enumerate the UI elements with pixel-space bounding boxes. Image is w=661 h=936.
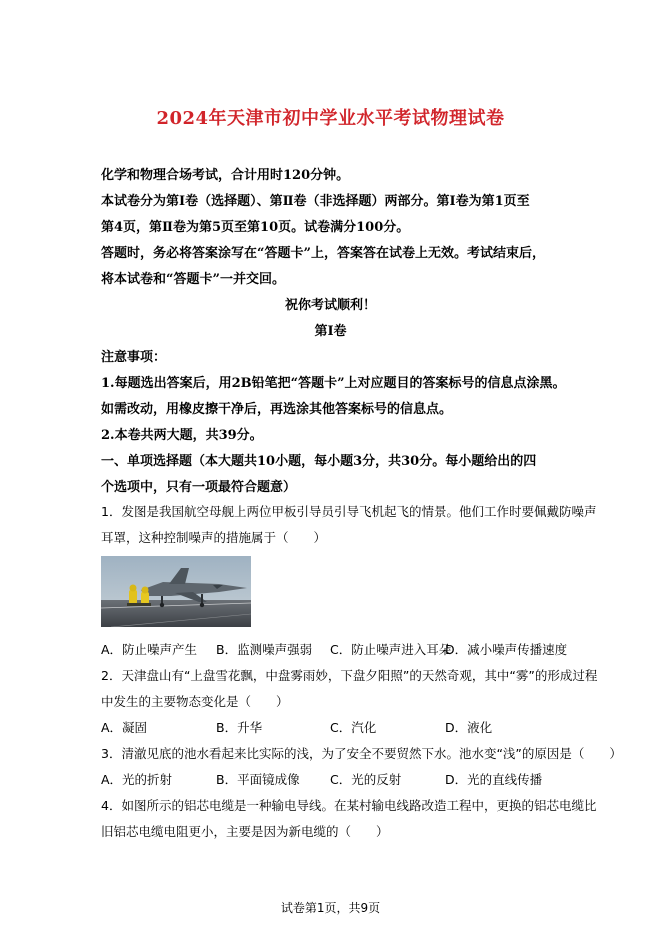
q2-option-b: B．升华 xyxy=(216,720,263,735)
intro-line: 答题时，务必将答案涂写在“答题卡”上，答案答在试卷上无效。考试结束后， xyxy=(101,246,545,261)
intro-line: 化学和物理合场考试，合计用时120分钟。 xyxy=(101,168,350,183)
notes-heading: 注意事项： xyxy=(101,350,167,365)
aircraft-carrier-photo xyxy=(101,556,251,627)
note-line: 如需改动，用橡皮擦干净后，再选涂其他答案标号的信息点。 xyxy=(101,402,453,417)
page-footer: 试卷第1页，共9页 xyxy=(280,901,381,915)
section-heading: 个选项中，只有一项最符合题意） xyxy=(101,480,297,495)
intro-line: 第4页，第Ⅱ卷为第5页至第10页。试卷满分100分。 xyxy=(101,220,410,235)
q1-option-c: C．防止噪声进入耳朵 xyxy=(330,642,452,657)
note-line: 2.本卷共两大题，共39分。 xyxy=(101,428,263,443)
question-2-text: 中发生的主要物态变化是（ ） xyxy=(101,694,289,709)
q1-option-d: D．减小噪声传播速度 xyxy=(445,642,568,657)
page-title: 2024年天津市初中学业水平考试物理试卷 xyxy=(156,108,505,129)
good-luck-text: 祝你考试顺利！ xyxy=(284,298,376,313)
question-2-text: 2．天津盘山有“上盘雪花飘，中盘雾雨妙，下盘夕阳照”的天然奇观，其中“雾”的形成过程 xyxy=(101,668,598,683)
q1-option-a: A．防止噪声产生 xyxy=(101,642,198,657)
q3-option-a: A．光的折射 xyxy=(101,772,173,787)
intro-line: 本试卷分为第Ⅰ卷（选择题）、第Ⅱ卷（非选择题）两部分。第Ⅰ卷为第1页至 xyxy=(101,194,530,209)
question-4-text: 旧铝芯电缆电阻更小，主要是因为新电缆的（ ） xyxy=(101,824,389,839)
question-1-text: 1．发图是我国航空母舰上两位甲板引导员引导飞机起飞的情景。他们工作时要佩戴防噪声 xyxy=(101,504,597,519)
intro-line: 将本试卷和“答题卡”一并交回。 xyxy=(101,272,285,287)
question-3-text: 3．清澈见底的池水看起来比实际的浅，为了安全不要贸然下水。池水变“浅”的原因是（ ） xyxy=(101,746,622,761)
note-line: 1.每题选出答案后，用2B铅笔把“答题卡”上对应题目的答案标号的信息点涂黑。 xyxy=(101,376,566,391)
q2-option-a: A．凝固 xyxy=(101,720,148,735)
question-1-text: 耳罩，这种控制噪声的措施属于（ ） xyxy=(101,530,327,545)
section-heading: 一、单项选择题（本大题共10小题，每小题3分，共30分。每小题给出的四 xyxy=(101,454,537,469)
q2-option-c: C．汽化 xyxy=(330,720,377,735)
q3-option-d: D．光的直线传播 xyxy=(445,772,543,787)
q3-option-c: C．光的反射 xyxy=(330,772,402,787)
q3-option-b: B．平面镜成像 xyxy=(216,772,300,787)
q2-option-d: D．液化 xyxy=(445,720,493,735)
question-4-text: 4．如图所示的铝芯电缆是一种输电导线。在某村输电线路改造工程中，更换的铝芯电缆比 xyxy=(101,798,597,813)
volume-heading: 第Ⅰ卷 xyxy=(314,324,347,339)
q1-option-b: B．监测噪声强弱 xyxy=(216,642,313,657)
